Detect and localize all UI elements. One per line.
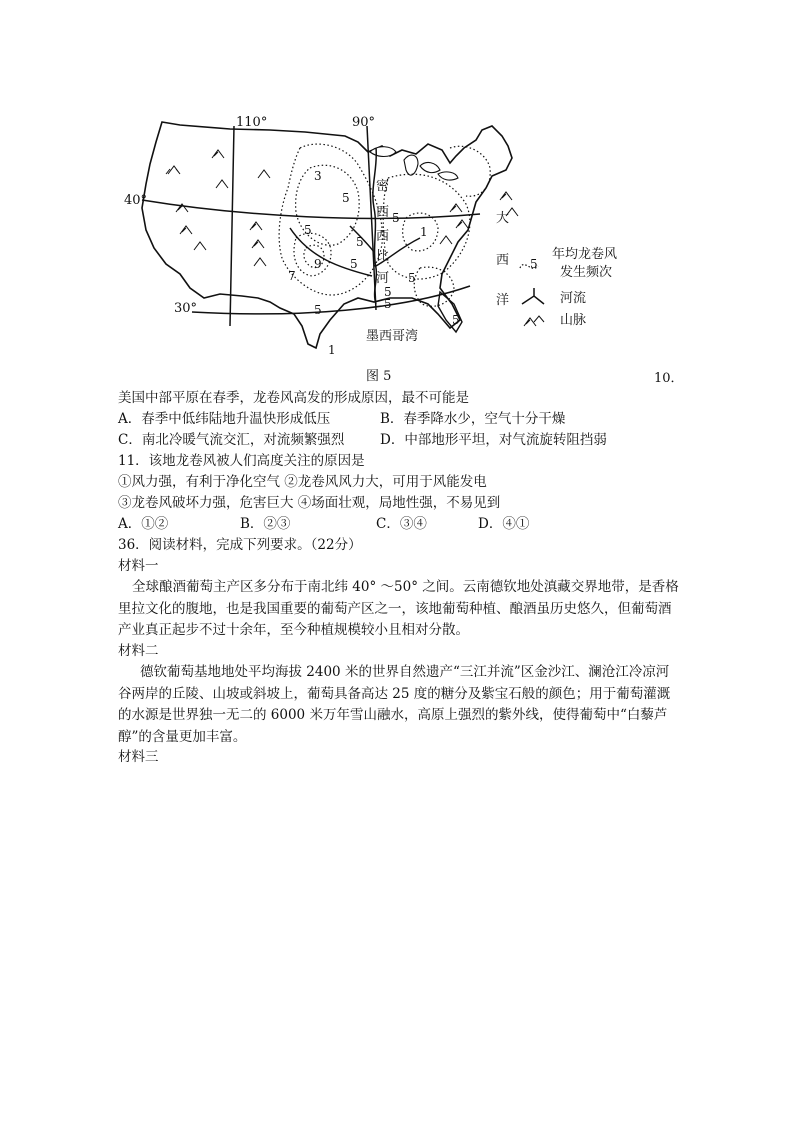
material-3-title: 材料三 bbox=[118, 749, 159, 765]
gulf-of-mexico-label: 墨西哥湾 bbox=[366, 329, 419, 344]
ocean-char-1: 大 bbox=[496, 211, 510, 226]
contour-value: 5 bbox=[350, 257, 358, 271]
legend-river-symbol bbox=[522, 288, 544, 304]
map-char-xi-1: 西 bbox=[376, 205, 390, 220]
legend-mountain-symbol bbox=[524, 316, 544, 326]
lon-110-label: 110° bbox=[236, 115, 268, 130]
lat-30-label: 30° bbox=[174, 301, 198, 316]
legend-contour-label-2: 发生频次 bbox=[560, 265, 613, 280]
contour-value: 1 bbox=[328, 343, 336, 357]
usa-tornado-map bbox=[120, 108, 680, 358]
q10-option-d: D．中部地形平坦，对气流旋转阻挡弱 bbox=[380, 432, 607, 448]
material-1-text bbox=[118, 577, 680, 642]
question-36-stem: 36．阅读材料，完成下列要求。（22分） bbox=[118, 537, 362, 553]
question-11-options bbox=[118, 514, 678, 535]
q10-option-a: A．春季中低纬陆地升温快形成低压 bbox=[118, 411, 331, 427]
q11-option-a: A．①② bbox=[118, 516, 169, 532]
lat-30-line bbox=[192, 286, 470, 314]
contour-value: 1 bbox=[420, 225, 428, 239]
contour-value: 9 bbox=[314, 257, 322, 271]
q10-option-b: B．春季降水少，空气十分干燥 bbox=[380, 411, 566, 427]
map-char-bi: 比 bbox=[376, 249, 390, 264]
contour-value: 3 bbox=[314, 169, 322, 183]
ocean-char-3: 洋 bbox=[496, 293, 510, 308]
legend-contour-value: 5 bbox=[530, 257, 538, 271]
contour-value: 5 bbox=[452, 313, 460, 327]
material-2-title: 材料二 bbox=[118, 643, 159, 659]
ocean-char-2: 西 bbox=[496, 253, 510, 268]
material-2-text bbox=[118, 662, 680, 748]
contour-value: 5 bbox=[314, 303, 322, 317]
contour-value: 7 bbox=[288, 269, 296, 283]
contour-value: 5 bbox=[356, 235, 364, 249]
question-11-line-2: ③龙卷风破坏力强，危害巨大 ④场面壮观，局地性强，不易见到 bbox=[118, 495, 501, 511]
lon-90-label: 90° bbox=[352, 115, 376, 130]
legend-mountain-label: 山脉 bbox=[560, 313, 587, 328]
question-10-options-cd bbox=[118, 430, 678, 451]
question-11-line-1: ①风力强，有利于净化空气 ②龙卷风风力大，可用于风能发电 bbox=[118, 474, 487, 490]
map-char-xi-2: 西 bbox=[376, 229, 390, 244]
material-1-title: 材料一 bbox=[118, 558, 159, 574]
legend-contour-label-1: 年均龙卷风 bbox=[552, 247, 618, 262]
contour-value: 5 bbox=[304, 223, 312, 237]
material-1-body: 全球酿酒葡萄主产区多分布于南北纬 40° ～50° 之间。云南德钦地处滇藏交界地带，是香格里拉文化的腹地，也是我国重要的葡萄产区之一，该地葡萄种植、酿酒虽历史悠久，但葡萄酒产业真正起步不过十余年，至今种植规模较小且相对分散。 bbox=[118, 579, 679, 638]
contour-value: 5 bbox=[342, 191, 350, 205]
lat-40-label: 40° bbox=[124, 193, 148, 208]
question-10-options-ab bbox=[118, 409, 678, 430]
question-10-number: 10． bbox=[654, 371, 684, 386]
material-2-body: 德钦葡萄基地地处平均海拔 2400 米的世界自然遗产“三江并流”区金沙江、澜沧江冷凉河谷两岸的丘陵、山坡或斜坡上，葡萄具备高达 25 度的糖分及紫宝石般的颜色；用于葡萄灌溉的水源是世界独一无二的 6000 米万年雪山融水，高原上强烈的紫外线，使得葡萄中“白藜芦醇”的含量更加丰富。 bbox=[118, 664, 671, 745]
mountain-symbols bbox=[166, 150, 518, 266]
map-char-he: 河 bbox=[376, 271, 390, 286]
contour-value: 5 bbox=[384, 297, 392, 311]
contour-value: 5 bbox=[384, 285, 392, 299]
q11-option-c: C．③④ bbox=[376, 516, 427, 532]
map-char-mi: 密 bbox=[376, 179, 390, 194]
legend-river-label: 河流 bbox=[560, 291, 587, 306]
q11-option-b: B．②③ bbox=[240, 516, 291, 532]
q11-option-d: D．④① bbox=[478, 516, 530, 532]
contour-value: 5 bbox=[408, 271, 416, 285]
figure-5-map bbox=[120, 108, 680, 358]
q10-option-c: C．南北冷暖气流交汇，对流频繁强烈 bbox=[118, 432, 345, 448]
question-10-stem: 美国中部平原在春季，龙卷风高发的形成原因，最不可能是 bbox=[118, 390, 469, 406]
figure-caption: 图 5 bbox=[366, 369, 392, 384]
question-11-stem: 11．该地龙卷风被人们高度关注的原因是 bbox=[118, 453, 365, 469]
great-lakes bbox=[370, 147, 458, 180]
contour-value: 5 bbox=[392, 211, 400, 225]
